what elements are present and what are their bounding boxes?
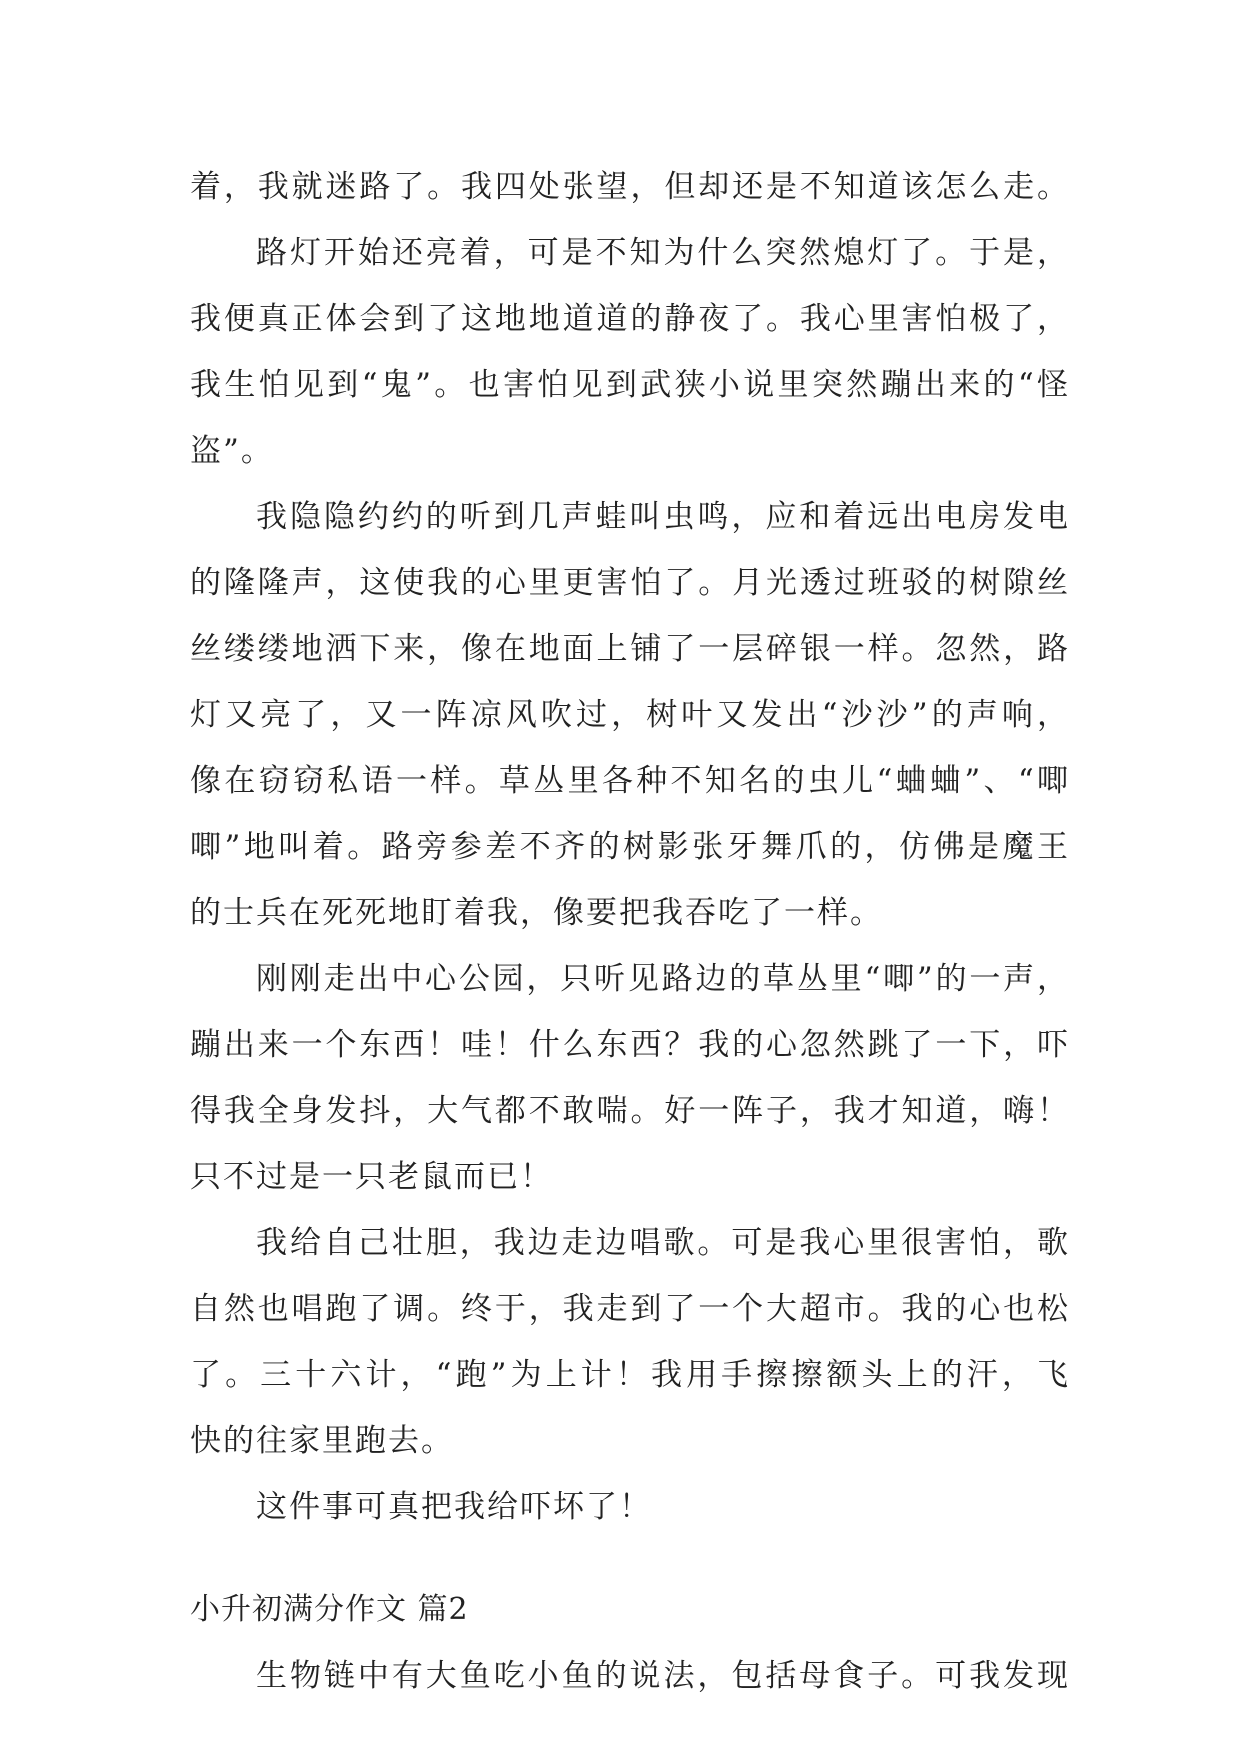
paragraph-start-line: 我隐隐约约的听到几声蛙叫虫鸣，应和着远出电房发电: [256, 499, 1070, 535]
text-line: 我便真正体会到了这地地道道的静夜了。我心里害怕极了，: [190, 301, 1070, 337]
paragraph-start-line: 我给自己壮胆，我边走边唱歌。可是我心里很害怕，歌: [256, 1225, 1070, 1261]
paragraph-start-line: 路灯开始还亮着，可是不知为什么突然熄灯了。于是，: [256, 235, 1070, 271]
text-line: 自然也唱跑了调。终于，我走到了一个大超市。我的心也松: [190, 1291, 1070, 1327]
text-line: 了。三十六计，“跑”为上计！我用手擦擦额头上的汗，飞: [190, 1357, 1070, 1393]
text-line: 盗”。: [190, 433, 274, 469]
text-line: 得我全身发抖，大气都不敢喘。好一阵子，我才知道，嗨！: [190, 1093, 1070, 1129]
text-line: 灯又亮了，又一阵凉风吹过，树叶又发出“沙沙”的声响，: [190, 697, 1070, 733]
text-line: 的隆隆声，这使我的心里更害怕了。月光透过班驳的树隙丝: [190, 565, 1070, 601]
text-line: 快的往家里跑去。: [190, 1423, 454, 1459]
paragraph-start-line: 刚刚走出中心公园，只听见路边的草丛里“唧”的一声，: [256, 961, 1070, 997]
text-line: 的士兵在死死地盯着我，像要把我吞吃了一样。: [190, 895, 883, 931]
text-line: 蹦出来一个东西！哇！什么东西？我的心忽然跳了一下，吓: [190, 1027, 1070, 1063]
paragraph-start-line: 这件事可真把我给吓坏了！: [256, 1489, 652, 1525]
text-line: 我生怕见到“鬼”。也害怕见到武狭小说里突然蹦出来的“怪: [190, 367, 1070, 403]
paragraph-start-line: 生物链中有大鱼吃小鱼的说法，包括母食子。可我发现: [256, 1658, 1070, 1694]
text-line: 只不过是一只老鼠而已！: [190, 1159, 553, 1195]
text-line: 像在窃窃私语一样。草丛里各种不知名的虫儿“蛐蛐”、“唧: [190, 763, 1070, 799]
text-line: 着，我就迷路了。我四处张望，但却还是不知道该怎么走。: [190, 169, 1070, 205]
section-heading: 小升初满分作文 篇2: [190, 1592, 469, 1627]
text-line: 丝缕缕地洒下来，像在地面上铺了一层碎银一样。忽然，路: [190, 631, 1070, 667]
text-line: 唧”地叫着。路旁参差不齐的树影张牙舞爪的，仿佛是魔王: [190, 829, 1070, 865]
